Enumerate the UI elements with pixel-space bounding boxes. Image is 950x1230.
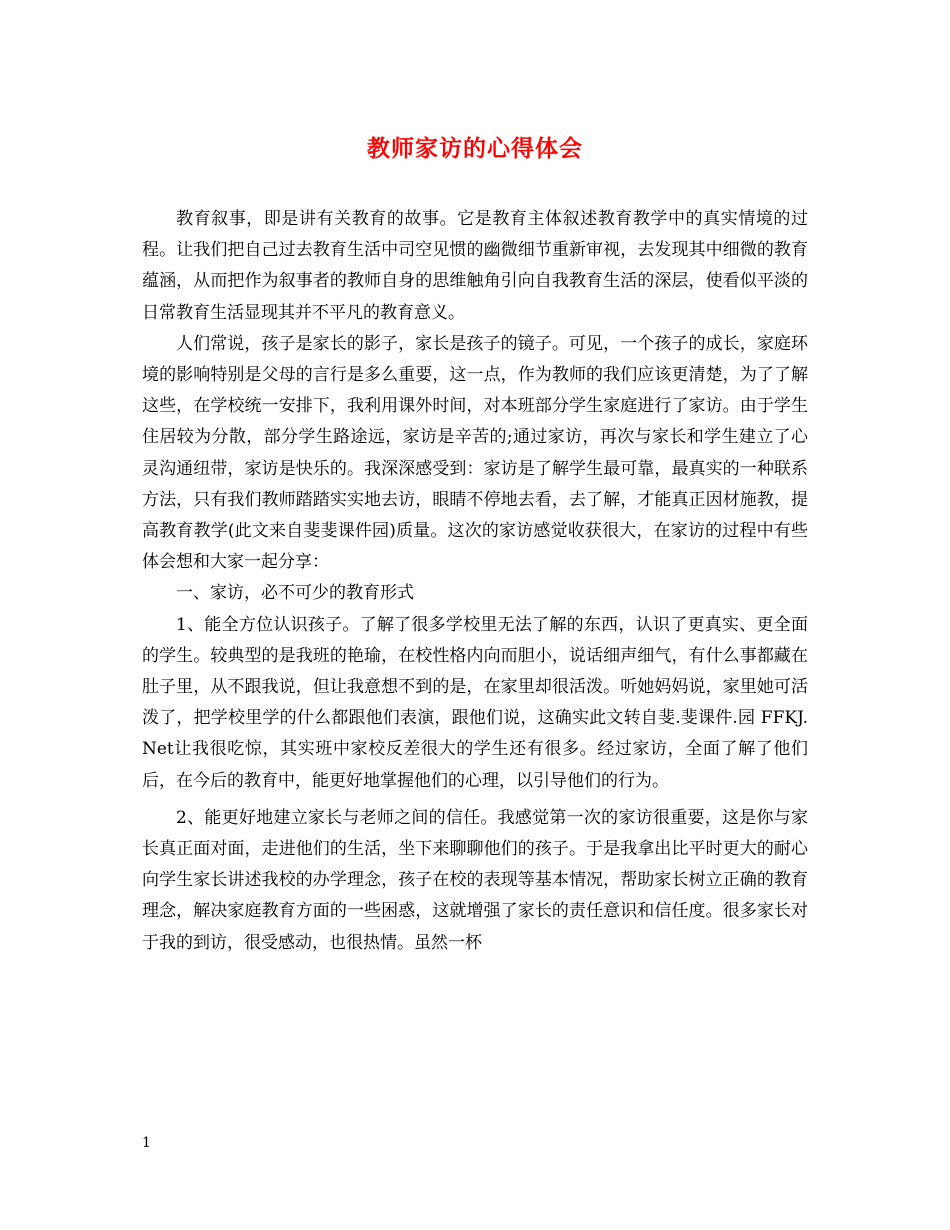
paragraph-point-2: 2、能更好地建立家长与老师之间的信任。我感觉第一次的家访很重要，这是你与家长真正面对面，走进他们的生活，坐下来聊聊他们的孩子。于是我拿出比平时更大的耐心向学生家长讲述我校的办学理念，孩子在校的表现等基本情况，帮助家长树立正确的教育理念，解决家庭教育方面的一些困惑，这就增强了家长的责任意识和信任度。很多家长对于我的到访，很受感动，也很热情。虽然一杯 — [142, 807, 808, 953]
page-number: 1 — [142, 1135, 151, 1151]
paragraph-family-visit: 人们常说，孩子是家长的影子，家长是孩子的镜子。可见，一个孩子的成长，家庭环境的影响特别是父母的言行是多么重要，这一点，作为教师的我们应该更清楚，为了了解这些，在学校统一安排下，我利用课外时间，对本班部分学生家庭进行了家访。由于学生住居较为分散，部分学生路途远，家访是辛苦的;通过家访，再次与家长和学生建立了心灵沟通纽带，家访是快乐的。我深深感受到：家访是了解学生最可靠，最真实的一种联系方法，只有我们教师踏踏实实地去访，眼睛不停地去看，去了解，才能真正因材施教，提高教育教学(此文来自斐斐课件园)质量。这次的家访感觉收获很大，在家访的过程中有些体会想和大家一起分享： — [142, 333, 808, 573]
section-heading-1: 一、家访，必不可少的教育形式 — [176, 583, 414, 604]
document-body — [142, 204, 808, 959]
document-title: 教师家访的心得体会 — [367, 135, 583, 162]
paragraph-point-1: 1、能全方位认识孩子。了解了很多学校里无法了解的东西，认识了更真实、更全面的学生。较典型的是我班的艳瑜，在校性格内向而胆小，说话细声细气，有什么事都藏在肚子里，从不跟我说，但让我意想不到的是，在家里却很活泼。听她妈妈说，家里她可活泼了，把学校里学的什么都跟他们表演，跟他们说，这确实此文转自斐.斐课件.园 FFKJ.Net让我很吃惊，其实班中家校反差很大的学生还有很多。经过家访，全面了解了他们后，在今后的教育中，能更好地掌握他们的心理，以引导他们的行为。 — [142, 614, 808, 791]
paragraph-intro: 教育叙事，即是讲有关教育的故事。它是教育主体叙述教育教学中的真实情境的过程。让我们把自己过去教育生活中司空见惯的幽微细节重新审视，去发现其中细微的教育蕴涵，从而把作为叙事者的教师自身的思维触角引向自我教育生活的深层，使看似平淡的日常教育生活显现其并不平凡的教育意义。 — [142, 209, 808, 323]
